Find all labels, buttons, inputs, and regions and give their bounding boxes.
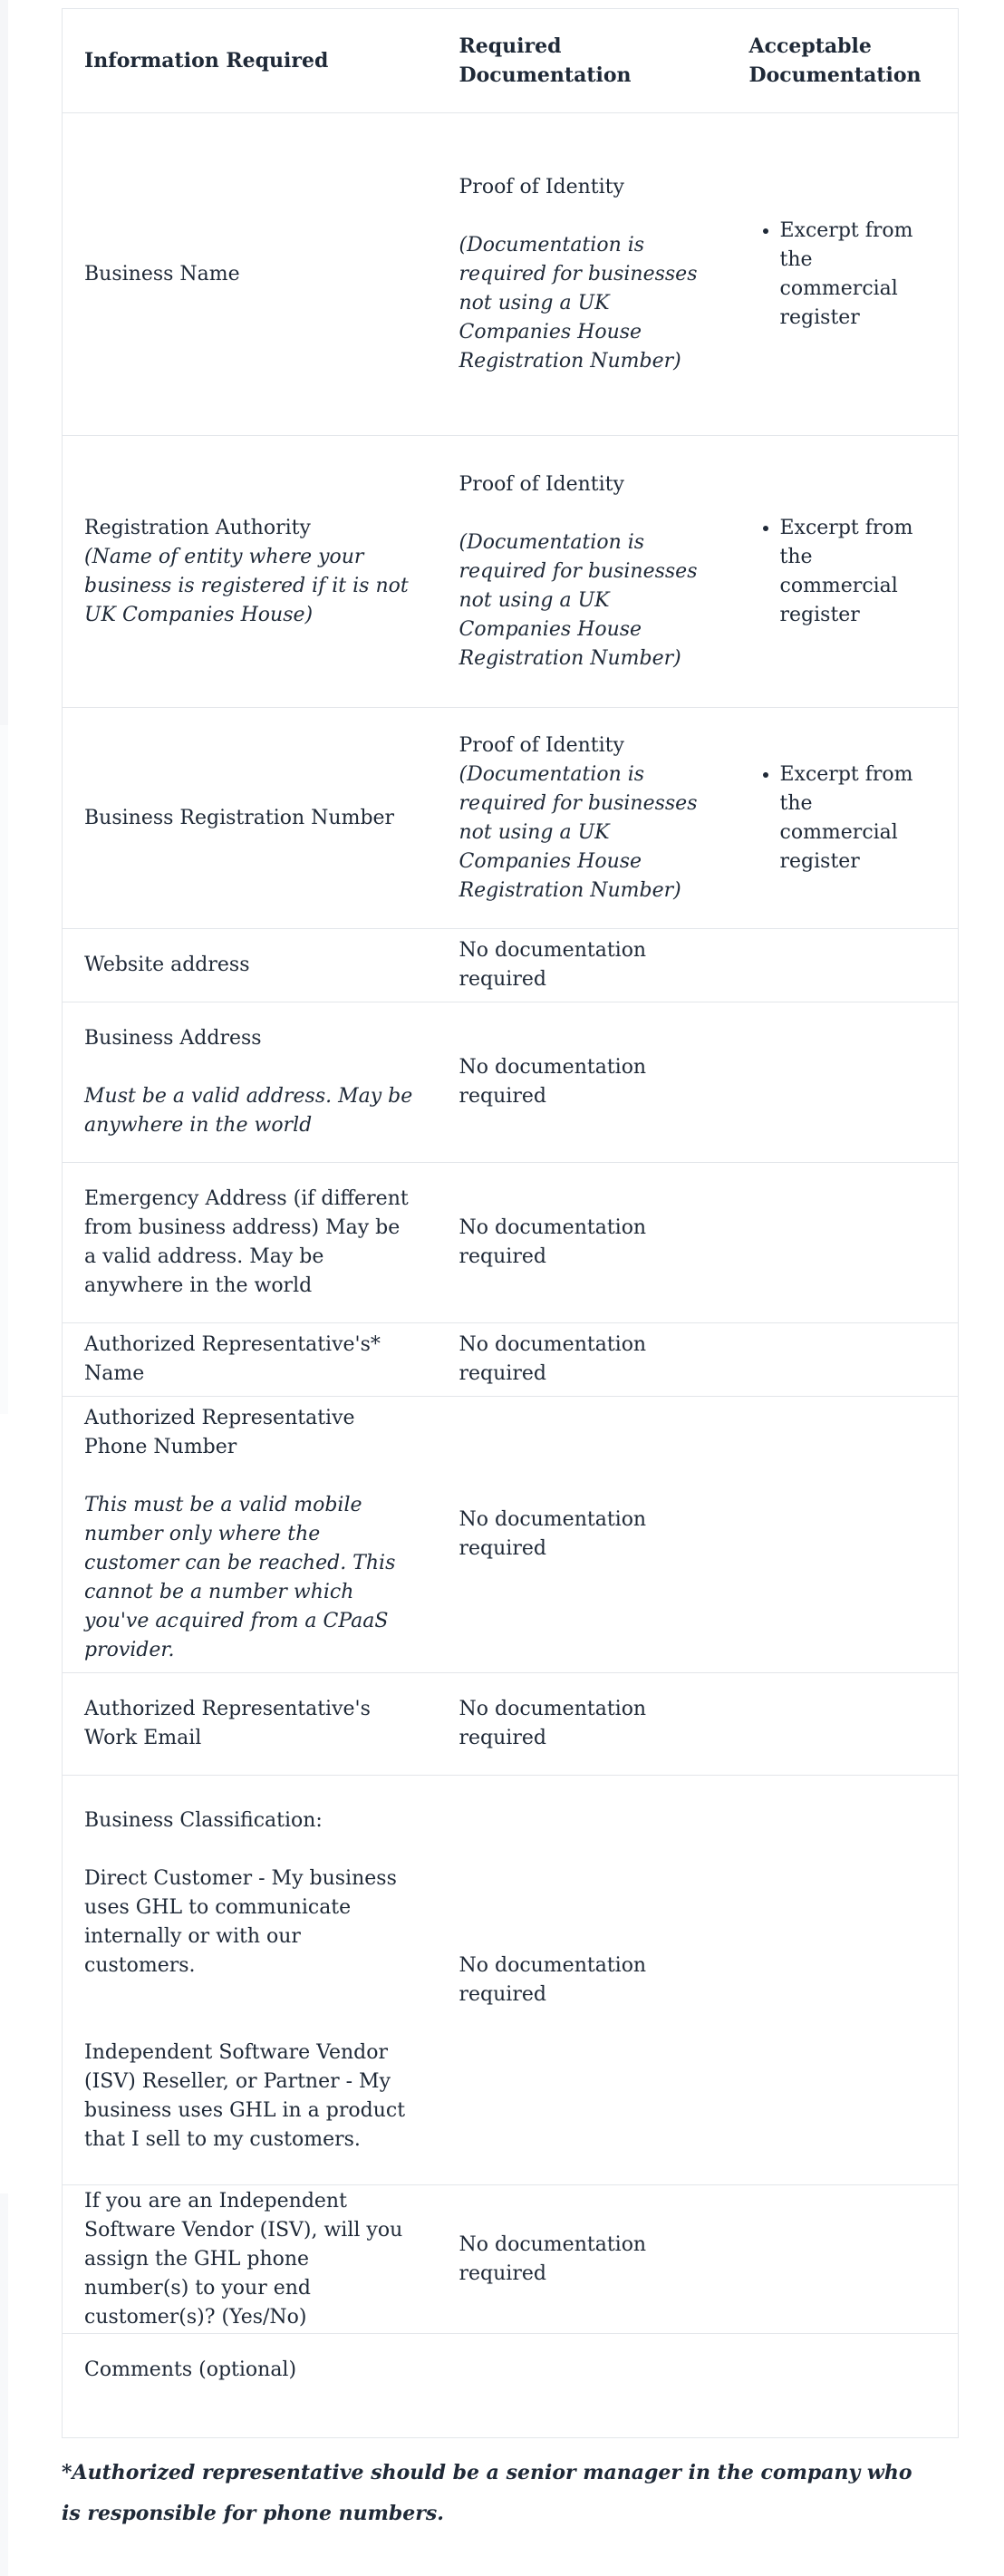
left-sidebar-edge-lower [0, 725, 8, 1414]
info-cell [63, 1397, 438, 1673]
acceptable-doc-cell [737, 929, 959, 1002]
classification-option-isv: Independent Software Vendor (ISV) Reseller, or Partner - My business uses GHL in a product that I sell to my customers. [84, 2040, 406, 2151]
info-cell [63, 113, 438, 436]
info-label: Website address [84, 954, 250, 976]
requirements-table [62, 8, 959, 2438]
required-doc-cell [438, 2334, 737, 2438]
info-cell [63, 929, 438, 1002]
info-label: Authorized Representative's* Name [84, 1333, 381, 1385]
required-doc-cell [438, 2185, 737, 2334]
info-label: Business Name [84, 262, 240, 286]
acceptable-doc-cell [737, 1323, 959, 1397]
required-doc-cell [438, 929, 737, 1002]
required-doc-text: No documentation required [459, 1056, 647, 1108]
header-required-documentation: Required Documentation [438, 9, 737, 113]
info-note: This must be a valid mobile number only where the customer can be reached. This cannot be a number which you've acquired from a CPaaS provider. [84, 1494, 396, 1661]
table-row [63, 113, 959, 436]
required-doc-text: No documentation required [459, 1953, 647, 2006]
required-doc-cell [438, 1323, 737, 1397]
table-row [63, 2185, 959, 2334]
info-label: Registration Authority [84, 516, 311, 539]
table-row [63, 1323, 959, 1397]
required-doc-text: No documentation required [459, 939, 647, 991]
acceptable-doc-cell [737, 436, 959, 708]
info-label: If you are an Independent Software Vendor (ISV), will you assign the GHL phone number(s) to your end customer(s)? (Yes/No) [84, 2189, 403, 2329]
acceptable-doc-cell [737, 708, 959, 929]
info-cell [63, 708, 438, 929]
left-sidebar-edge [0, 0, 8, 725]
required-doc-cell [438, 113, 737, 436]
table-row [63, 1163, 959, 1323]
info-cell [63, 1673, 438, 1776]
info-cell [63, 1776, 438, 2185]
required-doc-cell [438, 708, 737, 929]
info-note: (Name of entity where your business is registered if it is not UK Companies House) [84, 545, 409, 626]
left-sidebar-edge-bottom [0, 2193, 8, 2576]
required-doc-cell [438, 1776, 737, 2185]
required-doc-cell [438, 1002, 737, 1163]
required-doc-note: (Documentation is required for businesses not using a UK Companies House Registration Number) [459, 762, 698, 902]
info-cell [63, 1002, 438, 1163]
table-header-row [63, 9, 959, 113]
required-doc-text: No documentation required [459, 1698, 647, 1749]
info-label: Business Classification: [84, 1808, 323, 1832]
info-label: Comments (optional) [84, 2358, 297, 2381]
required-doc-cell [438, 1163, 737, 1323]
info-label: Business Address [84, 1027, 262, 1050]
table-row [63, 1673, 959, 1776]
required-doc-note: (Documentation is required for businesses not using a UK Companies House Registration Number) [459, 530, 698, 670]
required-doc-note: (Documentation is required for businesses not using a UK Companies House Registration Number) [459, 233, 698, 373]
acceptable-doc-cell [737, 1673, 959, 1776]
info-cell [63, 436, 438, 708]
required-doc-cell [438, 436, 737, 708]
acceptable-doc-cell [737, 2185, 959, 2334]
required-doc-title: Proof of Identity [459, 175, 624, 199]
authorized-representative-footnote: *Authorized representative should be a senior manager in the company who is responsible for phone numbers. [62, 2461, 912, 2525]
info-cell [63, 1323, 438, 1397]
acceptable-doc-cell [737, 113, 959, 436]
info-cell [63, 2185, 438, 2334]
required-doc-text: No documentation required [459, 1508, 647, 1560]
acceptable-doc-item: • Excerpt from the commercial register [780, 760, 937, 876]
required-doc-text: No documentation required [459, 1216, 647, 1268]
info-cell [63, 2334, 438, 2438]
table-row [63, 708, 959, 929]
required-doc-cell [438, 1673, 737, 1776]
acceptable-doc-cell [737, 1163, 959, 1323]
header-acceptable-documentation: Acceptable Documentation [737, 9, 959, 113]
table-row [63, 1776, 959, 2185]
table-row [63, 1397, 959, 1673]
acceptable-doc-cell [737, 1397, 959, 1673]
info-label: Authorized Representative Phone Number [84, 1407, 355, 1458]
required-doc-text: No documentation required [459, 1333, 647, 1385]
required-doc-title: Proof of Identity [459, 733, 624, 757]
info-label: Authorized Representative's Work Email [84, 1698, 371, 1749]
table-row [63, 2334, 959, 2438]
table-row [63, 929, 959, 1002]
table-row [63, 436, 959, 708]
required-doc-cell [438, 1397, 737, 1673]
header-information-required: Information Required [63, 9, 438, 113]
required-doc-text: No documentation required [459, 2232, 647, 2285]
acceptable-doc-cell [737, 1002, 959, 1163]
acceptable-doc-cell [737, 1776, 959, 2185]
acceptable-doc-cell [737, 2334, 959, 2438]
info-note: Must be a valid address. May be anywhere in the world [84, 1085, 413, 1137]
required-doc-title: Proof of Identity [459, 472, 624, 496]
acceptable-doc-item: • Excerpt from the commercial register [780, 514, 937, 630]
info-cell [63, 1163, 438, 1323]
acceptable-doc-item: • Excerpt from the commercial register [780, 217, 937, 333]
info-label: Business Registration Number [84, 806, 395, 829]
classification-option-direct: Direct Customer - My business uses GHL to communicate internally or with our customers. [84, 1866, 397, 1977]
table-row [63, 1002, 959, 1163]
info-label: Emergency Address (if different from business address) May be a valid address. May be anywhere in the world [84, 1187, 409, 1297]
